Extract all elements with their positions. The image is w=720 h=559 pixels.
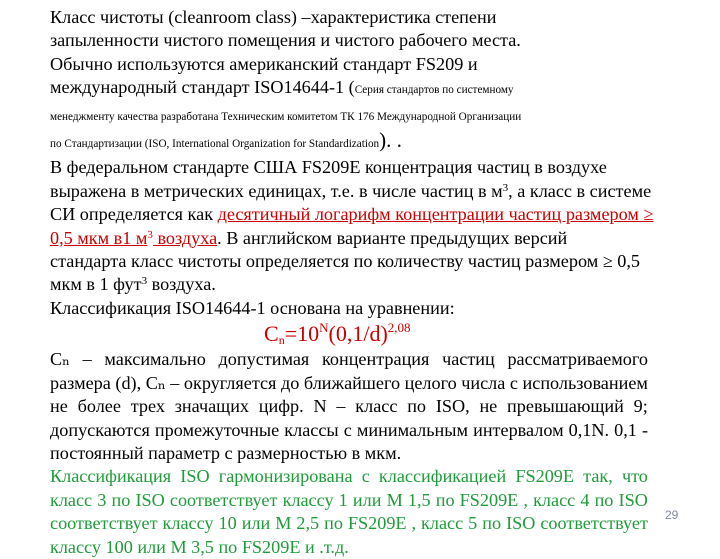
- word: Cₙ: [145, 372, 166, 393]
- p2-line-4-red-sup: 3: [147, 228, 153, 241]
- word: ISO: [618, 489, 648, 510]
- word: соответствует: [169, 489, 278, 510]
- word: числа: [461, 372, 506, 393]
- word: ISO: [180, 466, 210, 487]
- word: до: [280, 372, 300, 393]
- word: или: [241, 513, 271, 534]
- word: М: [386, 489, 403, 510]
- word: рассматриваемого: [507, 349, 648, 370]
- word: по: [482, 513, 502, 534]
- word: так,: [583, 466, 613, 487]
- word: промежуточные: [154, 419, 280, 440]
- word: не: [50, 396, 68, 417]
- p2-line-4-red-b: воздуха: [152, 227, 218, 248]
- p1-line-2: запыленности чистого помещения и чистого рабочего места.: [50, 30, 521, 51]
- p2-line-2b: , а класс в системе: [508, 180, 652, 201]
- p1-line-4-text: международный стандарт ISO14644-1 (: [50, 77, 355, 98]
- word: значащих: [174, 396, 250, 417]
- p4-line-2: [50, 489, 648, 512]
- word: ,: [411, 513, 417, 534]
- formula-sub-n: n: [278, 333, 285, 348]
- p2-line-5: стандарта класс чистоты определяется по количеству частиц размером ≥ 0,5: [50, 251, 641, 272]
- word: частиц: [442, 349, 495, 370]
- word: FS209E: [347, 513, 407, 534]
- word: использованием: [522, 372, 648, 393]
- word: Классификация: [50, 466, 172, 487]
- word: –: [170, 372, 180, 393]
- word: М: [275, 513, 292, 534]
- word: соответствует: [50, 513, 158, 534]
- word: соответствует: [540, 513, 648, 534]
- word: 4: [580, 489, 590, 510]
- p1-line-5-small: менеджменту качества разработана Техническим комитетом ТК 176 Международной Организации: [50, 110, 522, 123]
- p2-line-6b: воздуха.: [147, 274, 216, 295]
- word: с: [343, 419, 352, 440]
- page-number: 29: [665, 508, 679, 522]
- word: интервалом: [473, 419, 564, 440]
- word: 1,5: [407, 489, 431, 510]
- word: класс: [533, 489, 576, 510]
- p3-line-1: [50, 348, 648, 371]
- word: –: [82, 349, 92, 370]
- p2-line-1: В федеральном стандарте США FS209E концентрация частиц в воздухе: [50, 157, 607, 178]
- p1-line-6-small: по Стандартизации (ISO, International Organization for Standardization: [50, 138, 380, 151]
- p3-line-5: постоянный параметр с размерностью в мкм.: [50, 442, 402, 463]
- p1-line-6-end: ). .: [379, 128, 402, 153]
- p1-line-1: Класс чистоты (cleanroom class) –характеристика степени: [50, 7, 497, 27]
- word: трех: [130, 396, 165, 417]
- word: 10: [218, 513, 237, 534]
- p3-line-2: [50, 372, 648, 395]
- word: 1: [338, 489, 348, 510]
- word: с: [509, 372, 518, 393]
- word: максимально: [104, 349, 206, 370]
- word: N: [313, 396, 327, 417]
- word: ISO,: [435, 396, 470, 417]
- p2-line-3: [50, 203, 654, 226]
- word: что: [621, 466, 648, 487]
- word: округляется: [183, 372, 277, 393]
- p2-line-4-red-a: 0,5 мкм в1 м: [50, 227, 148, 248]
- word: по: [111, 489, 131, 510]
- p2-line-4-rest: . В английском варианте предыдущих версий: [217, 227, 568, 248]
- word: класс: [50, 489, 93, 510]
- word: классу: [162, 513, 214, 534]
- p2-line-7: Классификация ISO14644-1 основана на уравнении:: [50, 297, 455, 318]
- word: 0,1N.: [568, 419, 610, 440]
- p1-line-4: [50, 76, 650, 102]
- word: 0,1: [614, 419, 637, 440]
- p2-line-6-sup: 3: [141, 275, 148, 288]
- word: (d),: [115, 372, 142, 393]
- word: 3: [97, 489, 107, 510]
- word: минимальным: [356, 419, 469, 440]
- p4-line-1: [50, 465, 648, 488]
- p1-line-5: [50, 103, 650, 129]
- p2-line-2-sup: 3: [502, 181, 509, 194]
- word: ,: [523, 489, 528, 510]
- word: Cₙ: [50, 349, 70, 370]
- p1-line-4-small: Серия стандартов по системному: [354, 84, 514, 97]
- word: с: [361, 466, 370, 487]
- word: не: [479, 396, 498, 417]
- word: по: [324, 513, 343, 534]
- word: ближайшего: [303, 372, 401, 393]
- formula-c: C: [264, 321, 279, 347]
- formula: [50, 320, 650, 348]
- p2-line-2a: выражена в метрических единицах, т.е. в числе частиц в м: [50, 180, 503, 201]
- p2-line-6a: мкм в 1 фут: [50, 274, 142, 295]
- word: ISO: [135, 489, 165, 510]
- word: классификацией: [378, 466, 507, 487]
- p3-line-3: [50, 395, 648, 418]
- p4-line-4: классу 100 или М 3,5 по FS209E и .т.д.: [50, 536, 349, 557]
- p2-line-4: [50, 227, 650, 250]
- word: более: [77, 396, 121, 417]
- p3-line-4: [50, 419, 648, 442]
- word: классы: [284, 419, 339, 440]
- word: -: [641, 419, 648, 440]
- word: –: [336, 396, 346, 417]
- word: ISO: [506, 513, 536, 534]
- p1-line-6: [50, 129, 650, 156]
- p1-line-3: Обычно используются американский стандарт FS209 и: [50, 53, 478, 74]
- word: концентрация: [321, 349, 430, 370]
- formula-paren: (0,1/d): [328, 321, 388, 347]
- p2-line-6: [50, 273, 650, 296]
- word: 9;: [633, 396, 648, 417]
- word: FS209E: [459, 489, 519, 510]
- word: класс: [421, 513, 464, 534]
- word: по: [435, 489, 455, 510]
- word: допускаются: [50, 419, 150, 440]
- word: 2,5: [296, 513, 320, 534]
- word: допустимая: [218, 349, 310, 370]
- formula-sup-n: N: [319, 320, 329, 336]
- word: превышающий: [507, 396, 624, 417]
- word: по: [594, 489, 614, 510]
- p2-line-3-red: десятичный логарифм концентрации частиц размером ≥: [217, 204, 654, 225]
- p4-line-3: [50, 512, 648, 535]
- word: или: [352, 489, 382, 510]
- word: 5: [468, 513, 478, 534]
- word: класс: [355, 396, 398, 417]
- word: по: [407, 396, 427, 417]
- formula-sup-exp: 2,08: [387, 320, 411, 336]
- word: классу: [282, 489, 334, 510]
- word: FS209E: [515, 466, 574, 487]
- word: цифр.: [258, 396, 304, 417]
- text-block: [50, 6, 654, 559]
- p2-line-3a: СИ определяется как: [50, 204, 218, 225]
- word: гармонизирована: [218, 466, 353, 487]
- formula-eq: =10: [284, 321, 320, 347]
- p2-line-2: [50, 180, 650, 203]
- word: размера: [50, 372, 111, 393]
- word: целого: [404, 372, 457, 393]
